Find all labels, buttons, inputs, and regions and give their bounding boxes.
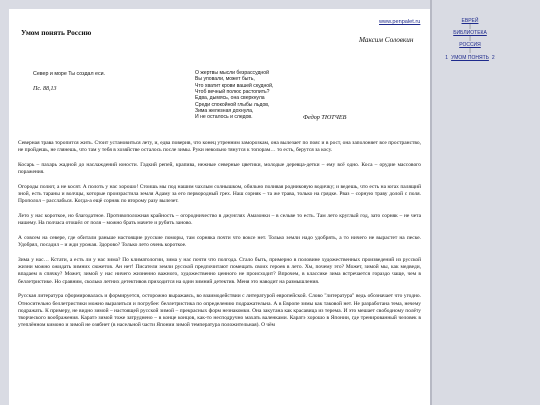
sidebar-link-library[interactable]: БИБЛИОТЕКА — [453, 30, 487, 36]
paragraph: Лето у нас короткое, но благодатное. Противоположная крайность – огородничество в джунглях Амазонки – в сельве то есть. Там лето круглый год, зато сорняк – не чета нашему. На полчаса отошёл от поля – можно брать мачете и рубить заново. — [18, 212, 421, 227]
author-name: Максим Соловкин — [359, 36, 414, 44]
paragraph: Косарь – пахарь жадной до наслаждений юности. Гадкий репей, крапива, нежные северные цветики, молодые деревца-детки – ему всё одно. Коса – орудие массового поражения. — [18, 161, 421, 176]
poem-line: О жертвы мысли безрассудной — [195, 70, 269, 76]
paragraph: Огороды полют, а не косят. А полоть у нас хорошо! Стоишь мы под нашим чахлым солнышком, обильно поливая родниковую водичку; и ведешь, что есть на югах палящий зной, есть тараны и волчцы, которые произрастила земля Адаму за его первородный грех. Наш сорняк – та же трава, только на грядке. Рваз – сорную траву долой с поля. Прополол – расслабься. Когда-а ещё сорняк по второму разу вылезет. — [18, 183, 421, 205]
pagination — [442, 55, 498, 61]
paragraph: Северная трава торопится жить. Стоит установиться лету, и, едва поверив, что конец утренним заморозкам, она вылезает по пояс и в рост, она заполоняет все пространство, не пройдешь, не глянешь, что там у тебя в хозяйстве осталось после зимы. Руки невольно тянутся к топорам… то есть, берутся за косу. — [18, 140, 421, 154]
separator: | — [469, 36, 471, 42]
page-number[interactable]: 1 — [445, 55, 449, 61]
page-number[interactable]: 2 — [491, 55, 495, 61]
separator: | — [469, 24, 471, 30]
sidebar-nav — [442, 18, 498, 61]
poem-line: Среди спокойной глыбы льдов, — [195, 101, 270, 108]
sidebar-link-russia[interactable]: РОССИЯ — [459, 42, 481, 48]
poem-line: Что хватит крови вашей скудной, — [195, 82, 274, 89]
paragraph: Русская литература сформировалась и формируется, осторожно выражаясь, во взаимодействии с литературой европейской. Слово "литература" ведь обозначает что угодно. Относительно беллетристики можно выразиться и погрубее: беллетристика по определению подражательна. А в Европе зимы как таковой нет. Не разработана тема, нечему подражать. К примеру, не видно зимой – настоящей русской зимой – прекрасных форм незнакомки. Она закутана как красавица из терема. И это мешает свободному полёту творческого воображения. Каратэ зимой тоже затруднено – в конце концов, как-то несподручно махать валенками. Каратэ хорошо в Японии, где тренированный человек в утеплённом кимоно и зимой не озябнет (в насельной части Японии зимой температура положительная). О чём — [18, 293, 421, 329]
epigraph-reference: Пс. 88,13 — [33, 86, 57, 92]
poem-line: Вы уповали, может быть, — [195, 76, 255, 83]
poem-line: Чтоб вечный полюс растопить? — [195, 89, 270, 96]
sidebar-link-evrei[interactable]: ЕВРЕЙ — [461, 18, 479, 24]
poem-line: Едва, дымясь, она сверкнула — [195, 95, 265, 102]
epigraph-line: Север и море Ты создал еси. — [33, 71, 106, 77]
poem-line: И не осталось и следов. — [195, 114, 253, 121]
site-link[interactable]: www.penpalet.ru — [379, 19, 421, 25]
separator: | — [469, 48, 471, 54]
paragraph: Зима у нас… Кстати, а есть ли у нас зима? По климатологии, зима у нас почти что полгода. Стало быть, примерно в половине художественных произведений из русской жизни можно ожидать зимних сюжетов. Ан нет! Писатели земли русской предпочитают помещать своих героев в лето. Хм, почему это? Может, зимой мы, как медведи, впадаем в спячку? Может, зимой у нас ничего жизненно важного, художественно ценного не происходит? Впрочем, в классике зима встречается гораздо чаще, чем в беллетристике. Но сравним, сколько летних детективов приходится на один зимний детектив. Меня это наводит на размышления. — [18, 256, 421, 285]
page-title: Умом понять Россию — [21, 28, 92, 37]
page-divider — [430, 0, 432, 405]
paragraph: А совсем на севере, где обитали раньше настоящие русские поморы, там сорняка почти что воксе нет. Только земли надо удобрять, а то ничего не вырастет на песке. Удобрял, посадил – и жди урожая. Здорово? Только лето очень короткое. — [18, 234, 421, 249]
poet-name: Федор ТЮТЧЕВ — [303, 114, 347, 121]
article-page — [9, 9, 430, 405]
poem-epigraph — [195, 70, 273, 121]
article-body — [18, 140, 421, 337]
poem-line: Зима железная дохнула, — [195, 108, 254, 115]
sidebar-link-current[interactable]: УМОМ ПОНЯТЬ — [451, 55, 489, 61]
